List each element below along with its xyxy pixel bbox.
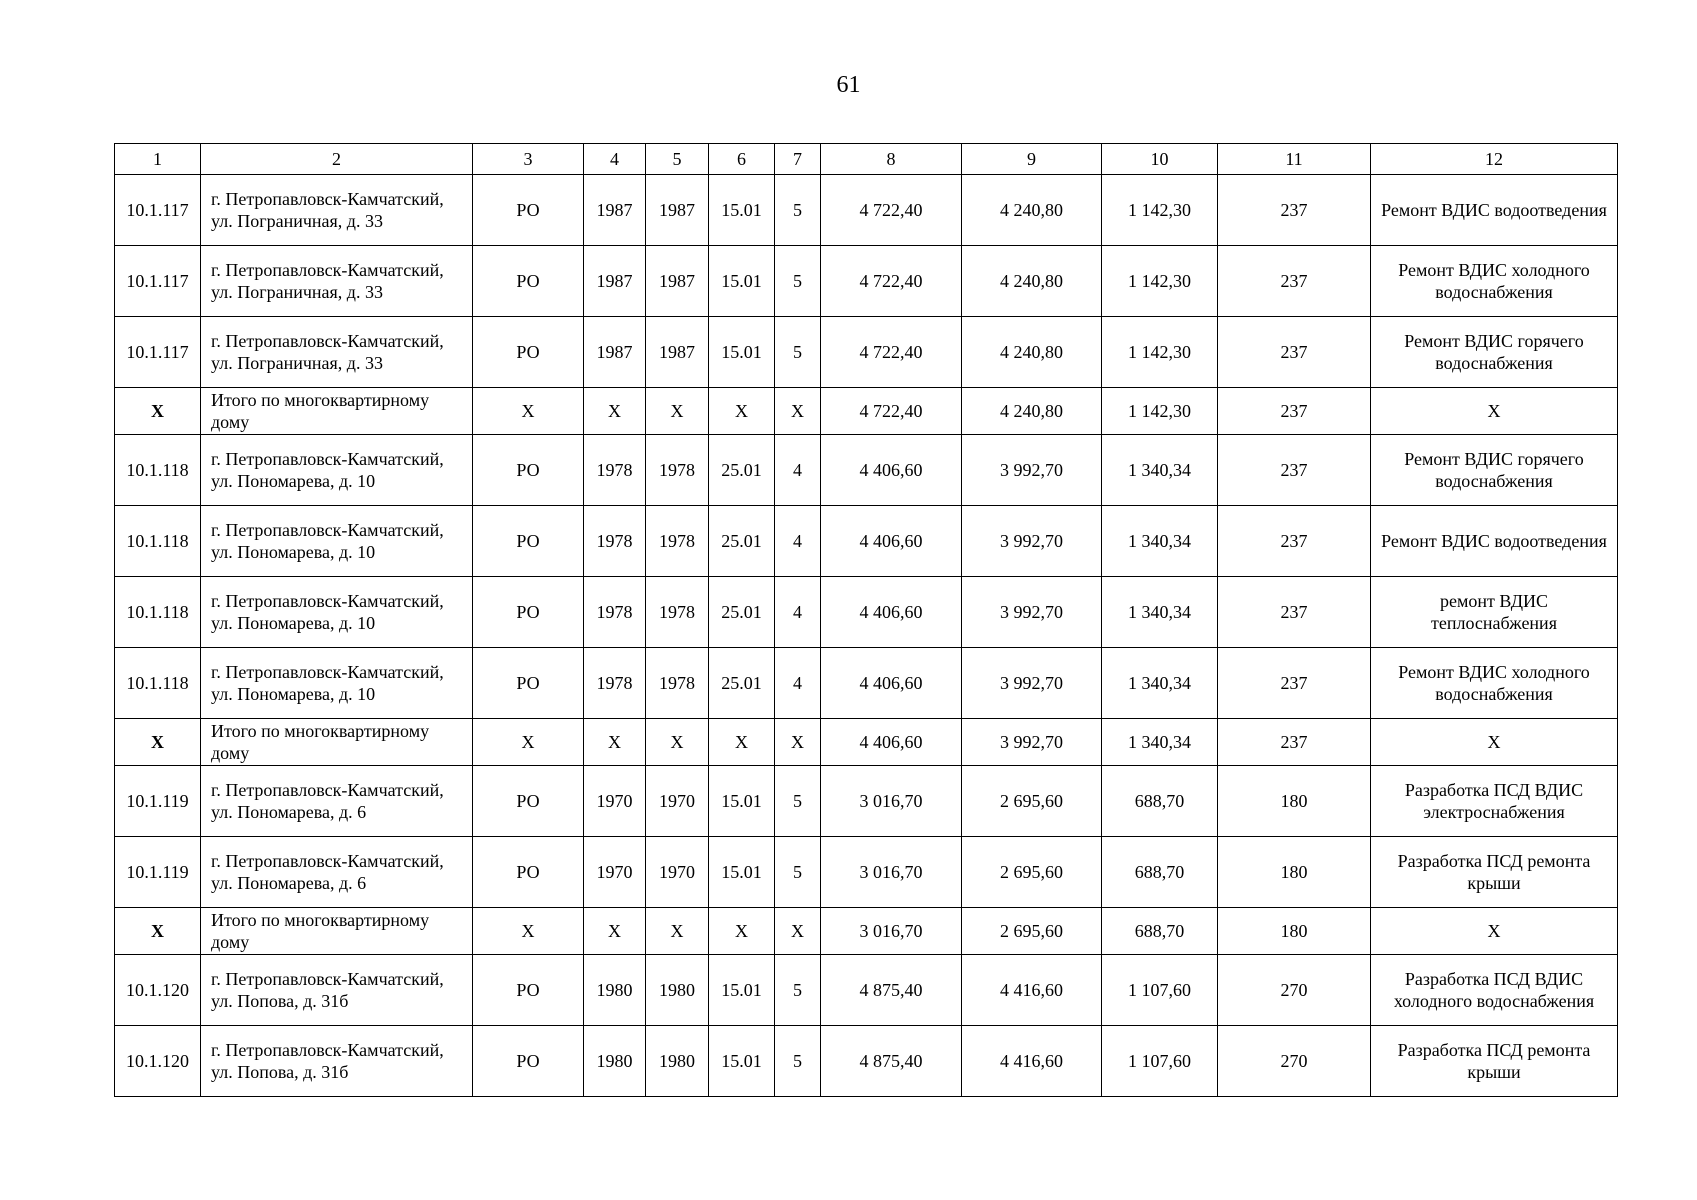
wall-material-cell: 25.01 bbox=[709, 506, 775, 577]
total-area-cell: 4 406,60 bbox=[821, 719, 962, 766]
wall-material-cell: 25.01 bbox=[709, 577, 775, 648]
build-year-cell: 1978 bbox=[584, 435, 646, 506]
residential-area-cell: 2 695,60 bbox=[962, 766, 1102, 837]
common-area-cell: 688,70 bbox=[1102, 766, 1218, 837]
row-number-cell: 10.1.117 bbox=[115, 175, 201, 246]
row-number-cell: X bbox=[115, 388, 201, 435]
total-area-cell: 3 016,70 bbox=[821, 766, 962, 837]
row-number-cell: 10.1.118 bbox=[115, 577, 201, 648]
table-row bbox=[115, 435, 1618, 506]
table-row bbox=[115, 175, 1618, 246]
commission-year-cell: 1987 bbox=[646, 317, 709, 388]
residential-area-cell: 2 695,60 bbox=[962, 908, 1102, 955]
ownership-cell: РО bbox=[473, 837, 584, 908]
total-row bbox=[115, 388, 1618, 435]
wall-material-cell: X bbox=[709, 908, 775, 955]
residents-cell: 237 bbox=[1218, 577, 1371, 648]
address-cell: г. Петропавловск-Камчатский, ул. Пономарева, д. 6 bbox=[201, 837, 473, 908]
address-cell: г. Петропавловск-Камчатский, ул. Попова, д. 31б bbox=[201, 955, 473, 1026]
address-cell: г. Петропавловск-Камчатский, ул. Пограничная, д. 33 bbox=[201, 175, 473, 246]
build-year-cell: 1970 bbox=[584, 837, 646, 908]
commission-year-cell: 1978 bbox=[646, 648, 709, 719]
wall-material-cell: 15.01 bbox=[709, 766, 775, 837]
common-area-cell: 1 340,34 bbox=[1102, 506, 1218, 577]
residential-area-cell: 3 992,70 bbox=[962, 577, 1102, 648]
address-cell: г. Петропавловск-Камчатский, ул. Пономарева, д. 10 bbox=[201, 506, 473, 577]
work-type-cell: Разработка ПСД ВДИС холодного водоснабжения bbox=[1371, 955, 1618, 1026]
wall-material-cell: 15.01 bbox=[709, 246, 775, 317]
header-cell: 2 bbox=[201, 144, 473, 175]
table-row bbox=[115, 837, 1618, 908]
row-number-cell: 10.1.118 bbox=[115, 506, 201, 577]
table-row bbox=[115, 246, 1618, 317]
floors-cell: 4 bbox=[775, 506, 821, 577]
floors-cell: 5 bbox=[775, 837, 821, 908]
floors-cell: X bbox=[775, 908, 821, 955]
floors-cell: 4 bbox=[775, 577, 821, 648]
work-type-cell: Ремонт ВДИС водоотведения bbox=[1371, 175, 1618, 246]
residents-cell: 237 bbox=[1218, 506, 1371, 577]
floors-cell: 4 bbox=[775, 648, 821, 719]
total-area-cell: 4 722,40 bbox=[821, 317, 962, 388]
residents-cell: 270 bbox=[1218, 1026, 1371, 1097]
build-year-cell: X bbox=[584, 719, 646, 766]
row-number-cell: 10.1.118 bbox=[115, 648, 201, 719]
commission-year-cell: 1978 bbox=[646, 577, 709, 648]
header-cell: 5 bbox=[646, 144, 709, 175]
address-cell: Итого по многоквартирному дому bbox=[201, 908, 473, 955]
build-year-cell: 1980 bbox=[584, 1026, 646, 1097]
floors-cell: 5 bbox=[775, 246, 821, 317]
commission-year-cell: 1987 bbox=[646, 246, 709, 317]
floors-cell: 5 bbox=[775, 1026, 821, 1097]
common-area-cell: 1 142,30 bbox=[1102, 246, 1218, 317]
row-number-cell: 10.1.117 bbox=[115, 317, 201, 388]
total-area-cell: 4 875,40 bbox=[821, 1026, 962, 1097]
residential-area-cell: 4 240,80 bbox=[962, 317, 1102, 388]
work-type-cell: X bbox=[1371, 388, 1618, 435]
wall-material-cell: 15.01 bbox=[709, 837, 775, 908]
table-row bbox=[115, 317, 1618, 388]
address-cell: г. Петропавловск-Камчатский, ул. Пономарева, д. 10 bbox=[201, 435, 473, 506]
ownership-cell: РО bbox=[473, 175, 584, 246]
table-row bbox=[115, 1026, 1618, 1097]
residential-area-cell: 4 240,80 bbox=[962, 246, 1102, 317]
residential-area-cell: 4 416,60 bbox=[962, 1026, 1102, 1097]
build-year-cell: 1980 bbox=[584, 955, 646, 1026]
table-row bbox=[115, 577, 1618, 648]
total-area-cell: 4 722,40 bbox=[821, 388, 962, 435]
build-year-cell: 1970 bbox=[584, 766, 646, 837]
common-area-cell: 1 340,34 bbox=[1102, 719, 1218, 766]
ownership-cell: РО bbox=[473, 955, 584, 1026]
build-year-cell: 1987 bbox=[584, 246, 646, 317]
total-area-cell: 4 406,60 bbox=[821, 506, 962, 577]
commission-year-cell: 1970 bbox=[646, 766, 709, 837]
header-cell: 9 bbox=[962, 144, 1102, 175]
address-cell: г. Петропавловск-Камчатский, ул. Пограничная, д. 33 bbox=[201, 317, 473, 388]
commission-year-cell: 1980 bbox=[646, 1026, 709, 1097]
residents-cell: 237 bbox=[1218, 648, 1371, 719]
residents-cell: 180 bbox=[1218, 837, 1371, 908]
row-number-cell: X bbox=[115, 908, 201, 955]
residential-area-cell: 4 240,80 bbox=[962, 175, 1102, 246]
address-cell: г. Петропавловск-Камчатский, ул. Пономарева, д. 10 bbox=[201, 648, 473, 719]
header-cell: 8 bbox=[821, 144, 962, 175]
floors-cell: 5 bbox=[775, 175, 821, 246]
common-area-cell: 688,70 bbox=[1102, 837, 1218, 908]
wall-material-cell: X bbox=[709, 388, 775, 435]
residents-cell: 237 bbox=[1218, 388, 1371, 435]
wall-material-cell: 25.01 bbox=[709, 648, 775, 719]
commission-year-cell: 1978 bbox=[646, 435, 709, 506]
residents-cell: 237 bbox=[1218, 719, 1371, 766]
ownership-cell: X bbox=[473, 388, 584, 435]
work-type-cell: X bbox=[1371, 908, 1618, 955]
header-cell: 10 bbox=[1102, 144, 1218, 175]
work-type-cell: Разработка ПСД ВДИС электроснабжения bbox=[1371, 766, 1618, 837]
total-area-cell: 3 016,70 bbox=[821, 908, 962, 955]
residents-cell: 237 bbox=[1218, 246, 1371, 317]
residents-cell: 180 bbox=[1218, 908, 1371, 955]
build-year-cell: 1987 bbox=[584, 317, 646, 388]
total-area-cell: 4 875,40 bbox=[821, 955, 962, 1026]
floors-cell: 4 bbox=[775, 435, 821, 506]
table-row bbox=[115, 506, 1618, 577]
wall-material-cell: 25.01 bbox=[709, 435, 775, 506]
wall-material-cell: 15.01 bbox=[709, 1026, 775, 1097]
common-area-cell: 1 142,30 bbox=[1102, 388, 1218, 435]
floors-cell: 5 bbox=[775, 955, 821, 1026]
address-cell: г. Петропавловск-Камчатский, ул. Пономарева, д. 6 bbox=[201, 766, 473, 837]
work-type-cell: Ремонт ВДИС холодного водоснабжения bbox=[1371, 648, 1618, 719]
address-cell: г. Петропавловск-Камчатский, ул. Пограничная, д. 33 bbox=[201, 246, 473, 317]
repair-register-table bbox=[114, 143, 1618, 1097]
ownership-cell: X bbox=[473, 719, 584, 766]
commission-year-cell: X bbox=[646, 719, 709, 766]
address-cell: г. Петропавловск-Камчатский, ул. Попова, д. 31б bbox=[201, 1026, 473, 1097]
ownership-cell: РО bbox=[473, 435, 584, 506]
table-row bbox=[115, 766, 1618, 837]
wall-material-cell: 15.01 bbox=[709, 317, 775, 388]
table-body bbox=[115, 175, 1618, 1097]
commission-year-cell: 1987 bbox=[646, 175, 709, 246]
row-number-cell: 10.1.120 bbox=[115, 1026, 201, 1097]
build-year-cell: X bbox=[584, 908, 646, 955]
common-area-cell: 1 340,34 bbox=[1102, 435, 1218, 506]
common-area-cell: 1 107,60 bbox=[1102, 955, 1218, 1026]
residential-area-cell: 4 240,80 bbox=[962, 388, 1102, 435]
common-area-cell: 1 340,34 bbox=[1102, 648, 1218, 719]
address-cell: г. Петропавловск-Камчатский, ул. Пономарева, д. 10 bbox=[201, 577, 473, 648]
table-row bbox=[115, 955, 1618, 1026]
header-cell: 6 bbox=[709, 144, 775, 175]
ownership-cell: РО bbox=[473, 506, 584, 577]
residents-cell: 270 bbox=[1218, 955, 1371, 1026]
commission-year-cell: 1970 bbox=[646, 837, 709, 908]
row-number-cell: 10.1.119 bbox=[115, 837, 201, 908]
work-type-cell: Разработка ПСД ремонта крыши bbox=[1371, 1026, 1618, 1097]
ownership-cell: X bbox=[473, 908, 584, 955]
table-row bbox=[115, 648, 1618, 719]
ownership-cell: РО bbox=[473, 317, 584, 388]
residential-area-cell: 3 992,70 bbox=[962, 719, 1102, 766]
residential-area-cell: 3 992,70 bbox=[962, 506, 1102, 577]
commission-year-cell: X bbox=[646, 388, 709, 435]
work-type-cell: Разработка ПСД ремонта крыши bbox=[1371, 837, 1618, 908]
ownership-cell: РО bbox=[473, 1026, 584, 1097]
row-number-cell: 10.1.120 bbox=[115, 955, 201, 1026]
total-row bbox=[115, 719, 1618, 766]
total-area-cell: 4 406,60 bbox=[821, 577, 962, 648]
work-type-cell: Ремонт ВДИС горячего водоснабжения bbox=[1371, 435, 1618, 506]
header-cell: 1 bbox=[115, 144, 201, 175]
commission-year-cell: 1980 bbox=[646, 955, 709, 1026]
table-header bbox=[115, 144, 1618, 175]
work-type-cell: Ремонт ВДИС холодного водоснабжения bbox=[1371, 246, 1618, 317]
build-year-cell: X bbox=[584, 388, 646, 435]
build-year-cell: 1978 bbox=[584, 577, 646, 648]
floors-cell: 5 bbox=[775, 766, 821, 837]
wall-material-cell: 15.01 bbox=[709, 175, 775, 246]
total-area-cell: 3 016,70 bbox=[821, 837, 962, 908]
ownership-cell: РО bbox=[473, 648, 584, 719]
total-area-cell: 4 722,40 bbox=[821, 175, 962, 246]
build-year-cell: 1987 bbox=[584, 175, 646, 246]
total-row bbox=[115, 908, 1618, 955]
residents-cell: 180 bbox=[1218, 766, 1371, 837]
residential-area-cell: 3 992,70 bbox=[962, 435, 1102, 506]
build-year-cell: 1978 bbox=[584, 648, 646, 719]
total-area-cell: 4 406,60 bbox=[821, 648, 962, 719]
header-cell: 12 bbox=[1371, 144, 1618, 175]
header-cell: 3 bbox=[473, 144, 584, 175]
residents-cell: 237 bbox=[1218, 317, 1371, 388]
work-type-cell: Ремонт ВДИС водоотведения bbox=[1371, 506, 1618, 577]
common-area-cell: 688,70 bbox=[1102, 908, 1218, 955]
work-type-cell: X bbox=[1371, 719, 1618, 766]
row-number-cell: 10.1.117 bbox=[115, 246, 201, 317]
common-area-cell: 1 107,60 bbox=[1102, 1026, 1218, 1097]
floors-cell: X bbox=[775, 719, 821, 766]
work-type-cell: Ремонт ВДИС горячего водоснабжения bbox=[1371, 317, 1618, 388]
ownership-cell: РО bbox=[473, 577, 584, 648]
header-row bbox=[115, 144, 1618, 175]
header-cell: 7 bbox=[775, 144, 821, 175]
common-area-cell: 1 340,34 bbox=[1102, 577, 1218, 648]
residential-area-cell: 2 695,60 bbox=[962, 837, 1102, 908]
residential-area-cell: 4 416,60 bbox=[962, 955, 1102, 1026]
page-number: 61 bbox=[836, 72, 861, 98]
floors-cell: X bbox=[775, 388, 821, 435]
residents-cell: 237 bbox=[1218, 175, 1371, 246]
ownership-cell: РО bbox=[473, 246, 584, 317]
floors-cell: 5 bbox=[775, 317, 821, 388]
residential-area-cell: 3 992,70 bbox=[962, 648, 1102, 719]
residents-cell: 237 bbox=[1218, 435, 1371, 506]
common-area-cell: 1 142,30 bbox=[1102, 175, 1218, 246]
total-area-cell: 4 406,60 bbox=[821, 435, 962, 506]
total-area-cell: 4 722,40 bbox=[821, 246, 962, 317]
build-year-cell: 1978 bbox=[584, 506, 646, 577]
row-number-cell: 10.1.118 bbox=[115, 435, 201, 506]
work-type-cell: ремонт ВДИС теплоснабжения bbox=[1371, 577, 1618, 648]
header-cell: 11 bbox=[1218, 144, 1371, 175]
commission-year-cell: 1978 bbox=[646, 506, 709, 577]
row-number-cell: 10.1.119 bbox=[115, 766, 201, 837]
ownership-cell: РО bbox=[473, 766, 584, 837]
wall-material-cell: X bbox=[709, 719, 775, 766]
address-cell: Итого по многоквартирному дому bbox=[201, 719, 473, 766]
address-cell: Итого по многоквартирному дому bbox=[201, 388, 473, 435]
wall-material-cell: 15.01 bbox=[709, 955, 775, 1026]
row-number-cell: X bbox=[115, 719, 201, 766]
header-cell: 4 bbox=[584, 144, 646, 175]
common-area-cell: 1 142,30 bbox=[1102, 317, 1218, 388]
commission-year-cell: X bbox=[646, 908, 709, 955]
